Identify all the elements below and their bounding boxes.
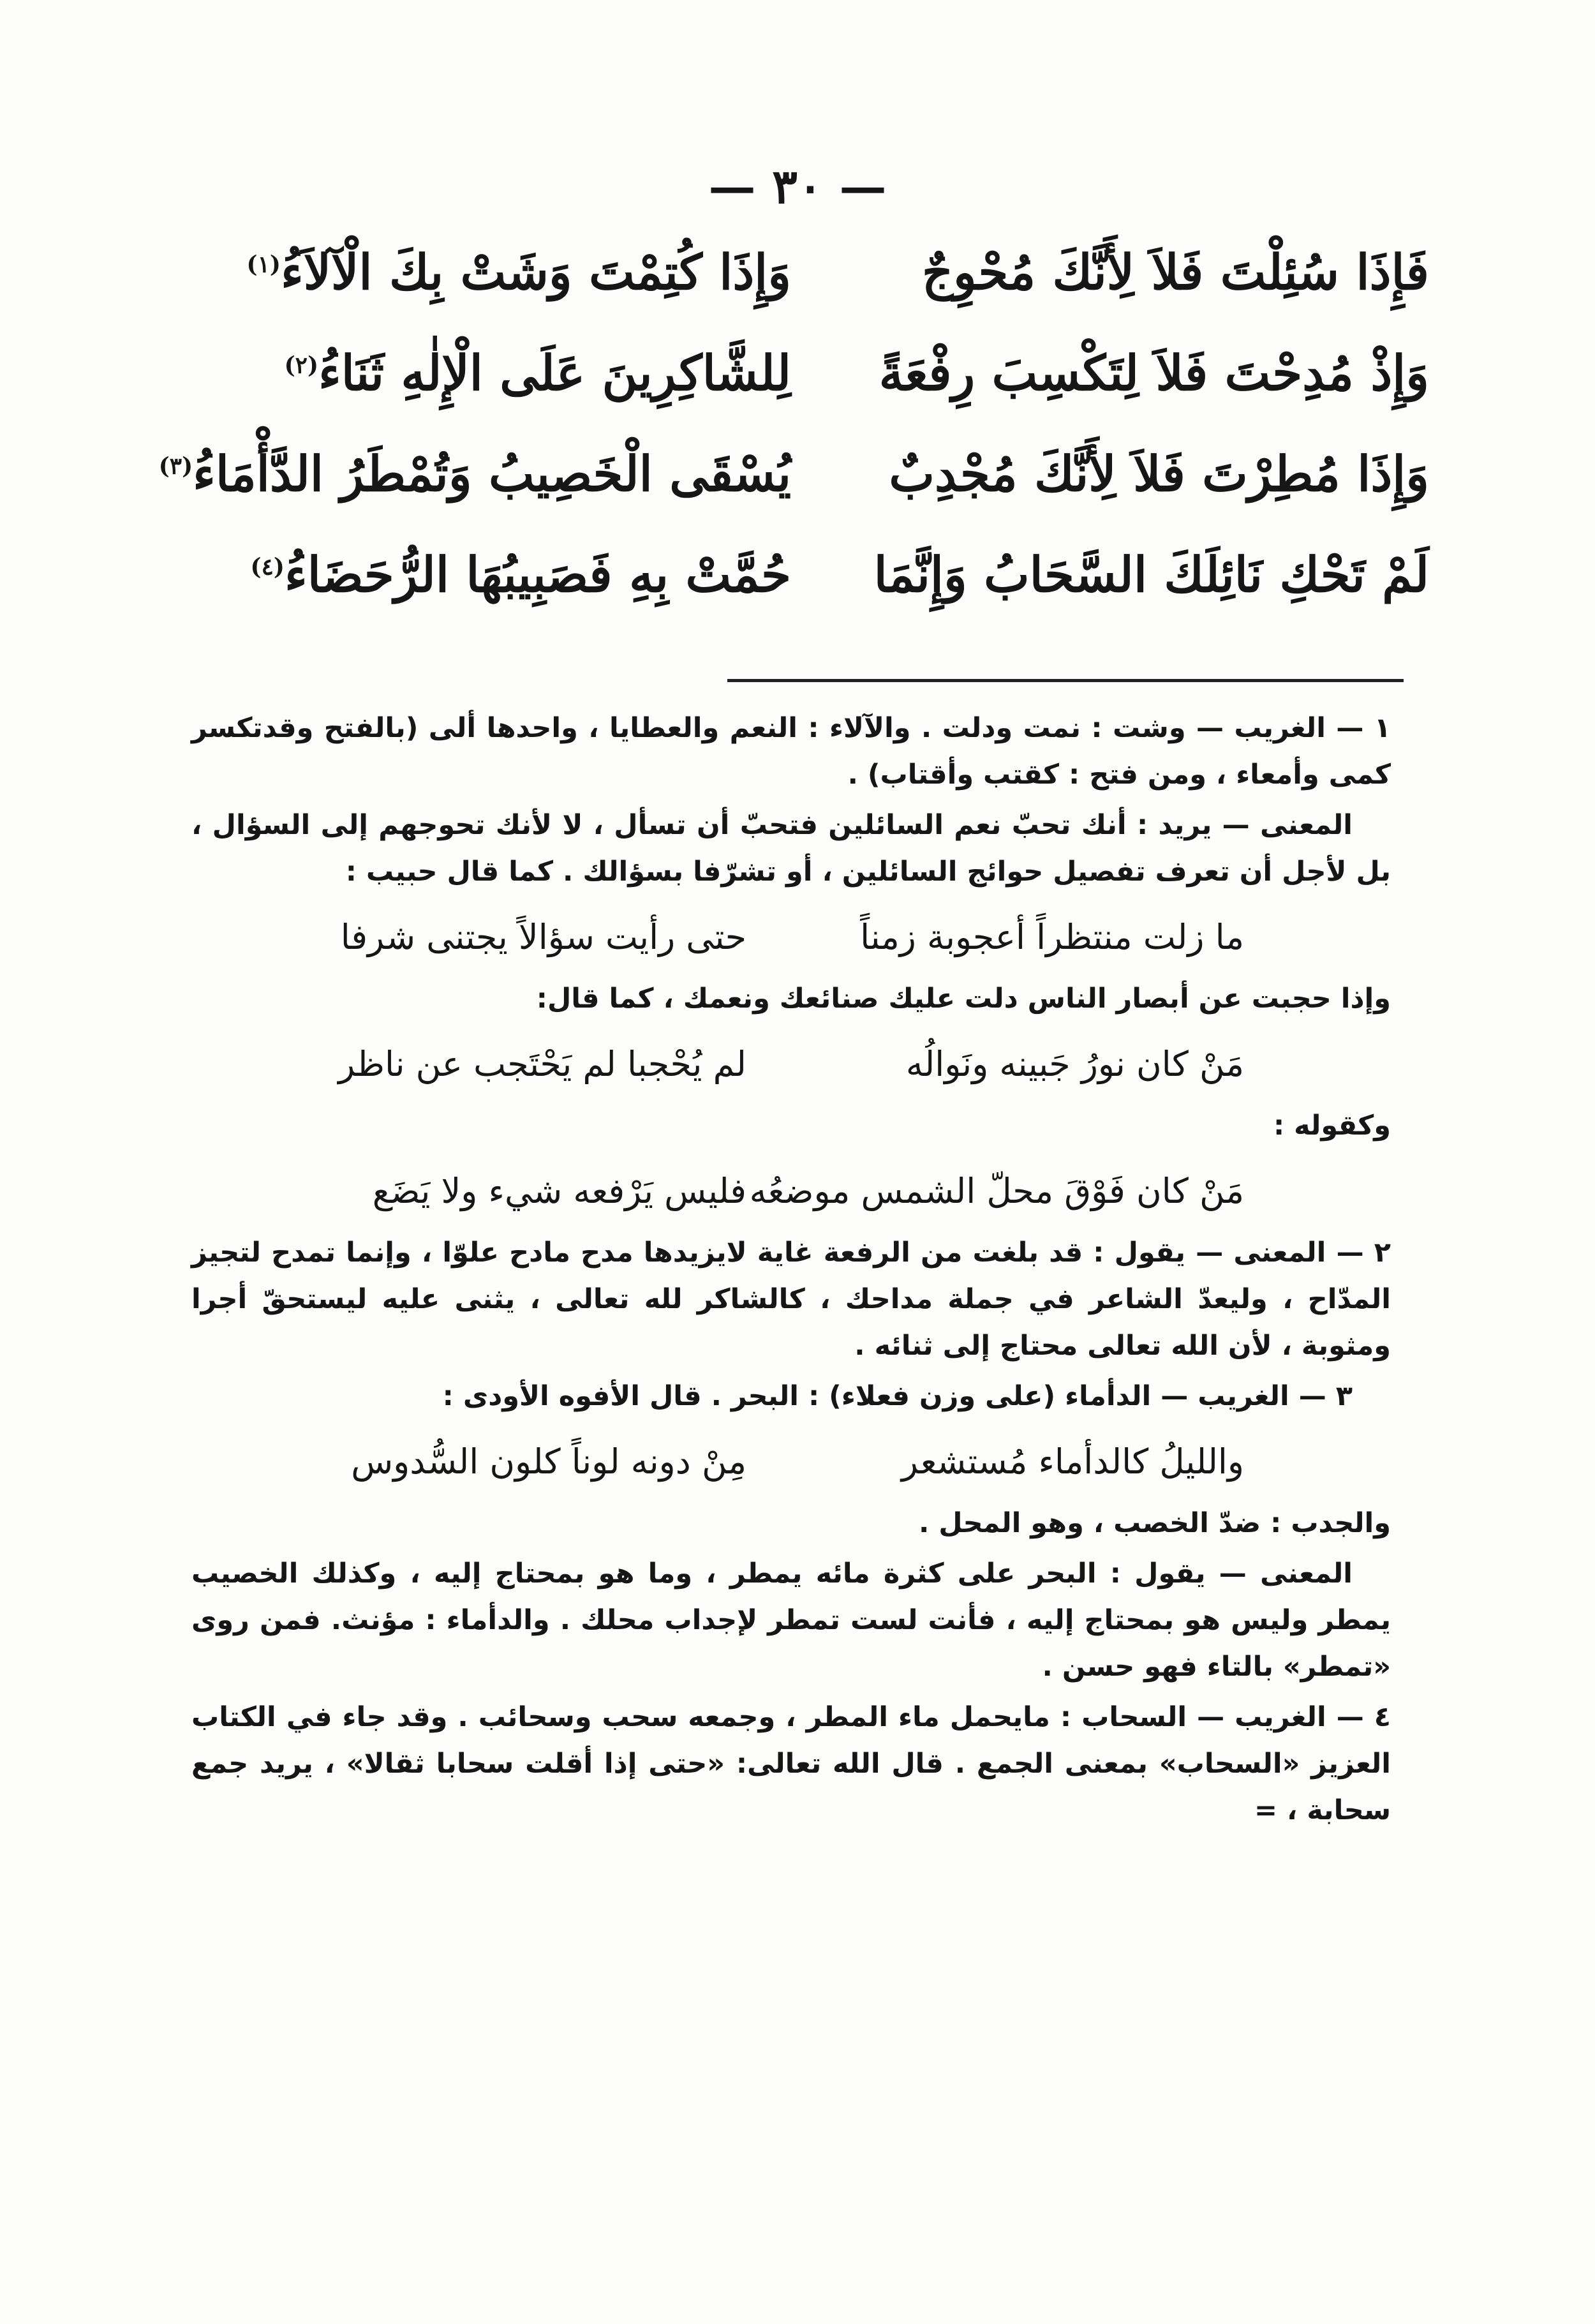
quote-3-second: فليس يَرْفعه شيء ولا يَضَع	[372, 1171, 746, 1211]
quote-1	[191, 899, 1391, 976]
verse-2-first-hemistich: وَإِذْ مُدِحْتَ فَلاَ لِتَكْسِبَ رِفْعَةً	[879, 345, 1429, 401]
footnote-marker-2: (٢)	[284, 352, 319, 379]
quote-1-second: حتى رأيت سؤالاً يجتنى شرفا	[340, 917, 746, 957]
page-number: — ٣٠ —	[708, 160, 887, 214]
note-2: ٢ — المعنى — يقول : قد بلغت من الرفعة غاية لايزيدها مدح مادح علوّا ، وإنما تمدح لتجيز المدّاح ، وليعدّ الشاعر في جملة مداحك ، كالشاكر لله تعالى ، يثنى عليه ليستحقّ أجرا ومثوبة ، لأن الله تعالى محتاج إلى ثنائه .	[191, 1237, 1391, 1362]
quote-4-first: والليلُ كالدأماء مُستشعر	[901, 1441, 1244, 1482]
verse-1-second-hemistich	[198, 236, 791, 309]
verse-2	[185, 331, 1429, 431]
verse-4	[185, 532, 1429, 633]
note-3-jadb: والجدب : ضدّ الخصب ، وهو المحل .	[918, 1507, 1391, 1539]
note-4-gharib: ٤ — الغريب — السحاب : مايحمل ماء المطر ، وجمعه سحب وسحائب . وقد جاء في الكتاب العزيز «السحاب» بمعنى الجمع . قال الله تعالى: «حتى إذا أقلت سحابا ثقالا» ، يريد جمع سحابة ، =	[191, 1701, 1391, 1826]
verse-1-first-hemistich: فَإِذَا سُئِلْتَ فَلاَ لِأَنَّكَ مُحْوِجٌ	[922, 244, 1429, 301]
note-3-gharib: ٣ — الغريب — الدأماء (على وزن فعلاء) : البحر . قال الأفوه الأودى :	[442, 1380, 1353, 1412]
verse-4-first-hemistich: لَمْ تَحْكِ نَائِلَكَ السَّحَابُ وَإِنَّمَا	[873, 546, 1429, 603]
footnote-marker-3: (٣)	[158, 452, 193, 480]
verse-3-first-hemistich: وَإِذَا مُطِرْتَ فَلاَ لِأَنَّكَ مُجْدِبٌ	[889, 445, 1429, 502]
verse-2-second-hemistich	[198, 337, 791, 410]
verse-2-second-text: لِلشَّاكِرِينَ عَلَى الْإِلٰهِ ثَنَاءُ	[318, 345, 791, 401]
verse-3	[158, 431, 1429, 532]
verse-1	[185, 230, 1429, 331]
footnote-marker-4: (٤)	[250, 553, 285, 581]
verse-3-second-text: يُسْقَى الْخَصِيبُ وَتُمْطَرُ الدَّأْمَاءُ	[193, 445, 791, 502]
verse-4-second-text: حُمَّتْ بِهِ فَصَبِيبُهَا الرُّحَضَاءُ	[284, 546, 791, 603]
quote-4	[191, 1424, 1391, 1500]
commentary	[191, 705, 1391, 1838]
quote-4-second: مِنْ دونه لوناً كلون السُّدوس	[351, 1441, 746, 1482]
verse-4-second-hemistich	[198, 539, 791, 611]
footnote-marker-1: (١)	[246, 251, 281, 278]
note-1-third: وكقوله :	[1273, 1110, 1391, 1142]
quote-3-first: مَنْ كان فَوْقَ محلّ الشمس موضعُه	[749, 1171, 1244, 1211]
quote-2	[191, 1026, 1391, 1103]
note-1-second: وإذا حجبت عن أبصار الناس دلت عليك صنائعك ونعمك ، كما قال:	[536, 983, 1391, 1015]
note-1-meaning: المعنى — يريد : أنك تحبّ نعم السائلين فتحبّ أن تسأل ، لا لأنك تحوجهم إلى السؤال ، بل لأجل أن تعرف تفصيل حوائج السائلين ، أو تشرّفا بسؤالك . كما قال حبيب :	[191, 809, 1391, 888]
quote-2-second: لم يُحْجبا لم يَحْتَجب عن ناظر	[338, 1044, 746, 1084]
quote-3	[191, 1153, 1391, 1230]
note-1-gharib: ١ — الغريب — وشت : نمت ودلت . والآلاء : النعم والعطايا ، واحدها ألى (بالفتح وقدتكسر كمى وأمعاء ، ومن فتح : كقتب وأقتاب) .	[191, 712, 1391, 791]
quote-1-first: ما زلت منتظراً أعجوبة زمناً	[860, 917, 1244, 957]
quote-2-first: مَنْ كان نورُ جَبينه ونَوالُه	[905, 1044, 1244, 1084]
verse-3-second-hemistich	[158, 438, 791, 510]
verse-1-second-text: وَإِذَا كُتِمْتَ وَشَتْ بِكَ الْآلاَءُ	[280, 244, 791, 301]
poem-verses	[158, 230, 1429, 633]
footnote-divider	[727, 679, 1404, 682]
note-3-meaning: المعنى — يقول : البحر على كثرة مائه يمطر ، وما هو بمحتاج إليه ، وكذلك الخصيب يمطر وليس هو بمحتاج إليه ، فأنت لست تمطر لإجداب محلك . والدأماء : مؤنث. فمن روى «تمطر» بالتاء فهو حسن .	[191, 1558, 1391, 1683]
